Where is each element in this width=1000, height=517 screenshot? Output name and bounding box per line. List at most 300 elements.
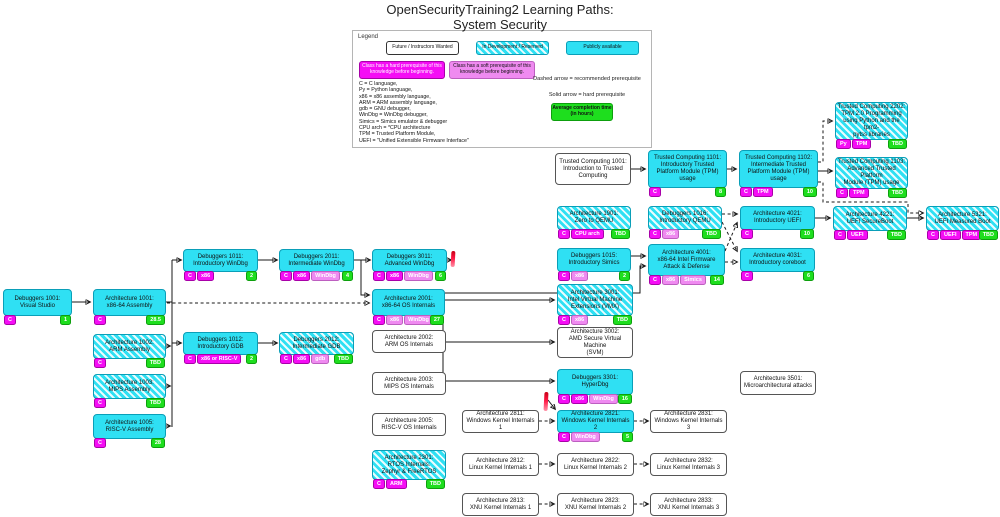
course-box-tc1103[interactable]: [835, 157, 908, 189]
course-title-line: Architecture 4221:: [845, 211, 895, 218]
prerequisite-tag-soft: WinDbg: [404, 271, 433, 281]
edge-hard-24: [548, 400, 555, 409]
prerequisite-tag-hard: C: [558, 229, 570, 239]
course-title-line: Microarchitectural attacks: [743, 383, 813, 389]
page-title-line2: System Security: [453, 17, 547, 32]
prerequisite-tags: [741, 229, 753, 239]
course-title-line: Architecture 3501:: [753, 376, 803, 382]
course-title-line: Windows Kernel Internals 3: [654, 418, 723, 431]
course-node-arch2005[interactable]: [372, 413, 446, 449]
course-node-arch2811[interactable]: [462, 410, 539, 446]
prerequisite-tags: [94, 398, 106, 408]
completion-hours-tag: TBD: [426, 479, 445, 489]
course-box-arch2823[interactable]: [557, 493, 634, 516]
course-box-arch4001[interactable]: [648, 244, 725, 276]
course-node-arch2812[interactable]: [462, 453, 539, 489]
course-title-line: Architecture 2832:: [664, 457, 713, 464]
course-title-line: Architecture 4001:: [662, 249, 711, 256]
course-title-line: Intermediate GDB: [292, 343, 341, 350]
course-node-tc2202[interactable]: [835, 102, 908, 153]
prerequisite-tags: [836, 188, 869, 198]
completion-hours-tag: TBD: [613, 315, 632, 325]
prerequisite-tags: [649, 229, 679, 239]
course-title-line: Trusted Computing 1001:: [559, 158, 627, 165]
prerequisite-tag-hard: C: [184, 271, 196, 281]
prerequisite-tag-soft: x86: [571, 315, 588, 325]
course-title-line: RISC-V Assembly: [105, 426, 154, 433]
course-box-deb1015[interactable]: [557, 248, 631, 272]
prerequisite-tags: [836, 139, 871, 149]
course-title-line: Architecture 4021:: [753, 211, 802, 217]
course-title-line: Debuggers 1015:: [570, 253, 618, 259]
course-title-line: Debuggers 2012:: [293, 336, 340, 343]
course-title-line: HyperDbg: [581, 382, 609, 388]
legend-average-time-box: [551, 103, 613, 121]
course-box-arch2005[interactable]: [372, 413, 446, 436]
prerequisite-tags: [927, 230, 981, 240]
prerequisite-tags: [280, 354, 329, 364]
course-title-line: Architecture 3002:: [570, 328, 620, 335]
legend-abbreviation-line: gdb = GNU debugger,: [359, 106, 411, 113]
course-node-tc1102[interactable]: [739, 150, 818, 201]
course-title-line: Introductory coreboot: [749, 260, 806, 266]
course-title-line: UEFI SecureBoot: [846, 218, 894, 225]
completion-hours-tag: TBD: [146, 398, 165, 408]
prerequisite-tag-hard: C: [373, 271, 385, 281]
course-title-line: Computing: [578, 172, 608, 179]
course-box-arch1005[interactable]: [93, 414, 166, 439]
prerequisite-tag-hard: C: [740, 187, 752, 197]
course-node-deb2011[interactable]: [279, 249, 354, 285]
completion-hours-tag: TBD: [146, 358, 165, 368]
course-title-line: Introductory GDB: [197, 343, 244, 350]
prerequisite-tag-hard: C: [94, 315, 106, 325]
course-title-line: Zephyr & FreeRTOS: [381, 468, 437, 475]
completion-hours-tag: TBD: [887, 230, 906, 240]
course-title-line: UEFI Measured Boot: [934, 218, 991, 225]
course-box-deb3011[interactable]: [372, 249, 447, 272]
course-title-line: Debuggers 1001:: [14, 295, 61, 302]
prerequisite-tag-hard: C: [94, 358, 106, 368]
course-title-line: usage: [770, 176, 787, 182]
course-title-line: Debuggers 3011:: [386, 253, 433, 260]
prerequisite-tags: [649, 187, 661, 197]
course-title-line: Trusted Computing 1101:: [653, 155, 722, 161]
prerequisite-tags: [740, 187, 773, 197]
course-box-tc1102[interactable]: [739, 150, 818, 188]
course-title-line: using Python and the tpm2-: [843, 117, 900, 131]
legend-abbreviations: [359, 81, 469, 144]
prerequisite-tags: [558, 271, 588, 281]
prerequisite-tags: [373, 479, 407, 489]
prerequisite-tag-hard: C: [836, 188, 848, 198]
completion-hours-tag: 6: [435, 271, 446, 281]
course-title-line: Platform Module (TPM): [656, 169, 719, 175]
prerequisite-tag-hard: C: [373, 479, 385, 489]
course-box-arch1002[interactable]: [93, 334, 166, 359]
course-box-arch2831[interactable]: [650, 410, 727, 433]
course-node-deb1012[interactable]: [183, 332, 258, 368]
prerequisite-tag-soft: WinDbg: [589, 394, 618, 404]
page-title-line1: OpenSecurityTraining2 Learning Paths:: [386, 2, 614, 17]
prerequisite-tag-hard: C: [927, 230, 939, 240]
legend-abbreviation-line: UEFI = "Unified Extensible Firmware Interface": [359, 137, 469, 144]
prerequisite-tag-hard: C: [280, 271, 292, 281]
completion-hours-tag: TBD: [979, 230, 998, 240]
prerequisite-tag-hard: UEFI: [940, 230, 961, 240]
course-node-deb1011[interactable]: [183, 249, 258, 285]
course-title-line: Introductory QEMU: [659, 218, 711, 224]
course-box-arch1003[interactable]: [93, 374, 166, 399]
course-title-line: Trusted Computing 1103:: [837, 159, 906, 165]
course-node-arch4001[interactable]: [648, 244, 725, 289]
course-box-deb1011[interactable]: [183, 249, 258, 272]
course-title-line: Introductory UEFI: [753, 218, 801, 224]
course-title-line: Architecture 1001:: [105, 295, 154, 302]
completion-hours-tag: TBD: [702, 229, 721, 239]
legend-abbreviation-line: CPU arch = *CPU architecture: [359, 125, 431, 132]
course-title-line: TPM 2.0 Programming: [841, 110, 902, 117]
legend-swatch-future: [386, 41, 459, 55]
course-title-line: x86-64 Intel Firmware: [657, 256, 716, 263]
legend-swatch-hard-prerequisite-label: Class has a hard prerequisite of this knowledge before beginning.: [362, 63, 442, 75]
course-box-deb1001[interactable]: [3, 289, 72, 316]
legend-average-time-label: Average completion time (in hours): [552, 105, 612, 117]
course-title-line: ARM OS Internals: [384, 341, 434, 348]
course-title-line: (SVM): [586, 349, 604, 356]
course-box-arch2833[interactable]: [650, 493, 727, 516]
prerequisite-tag-soft: x86: [662, 229, 679, 239]
course-node-arch1005[interactable]: [93, 414, 166, 452]
legend-swatch-publicly-available-label: Publicly available: [583, 44, 622, 51]
course-box-arch3501[interactable]: [740, 371, 816, 395]
edge-hard-10: [361, 260, 369, 295]
course-title-line: Debuggers 3301:: [571, 375, 619, 381]
completion-hours-tag: 5: [622, 432, 633, 442]
prerequisite-tags: [741, 271, 753, 281]
course-box-arch2301[interactable]: [372, 450, 446, 480]
prerequisite-tag-hard: C: [184, 354, 196, 364]
prerequisite-tags: [373, 315, 433, 325]
prerequisite-tag-soft: gdb: [311, 354, 329, 364]
course-title-line: XNU Kernel Internals 1: [469, 504, 532, 511]
course-box-arch3002[interactable]: [557, 327, 633, 358]
course-title-line: Debuggers 1012:: [197, 336, 244, 343]
course-box-arch2812[interactable]: [462, 453, 539, 476]
course-box-arch2001[interactable]: [372, 289, 445, 316]
legend-abbreviation-line: WinDbg = WinDbg debugger,: [359, 112, 428, 119]
course-title-line: MIPS Assembly: [108, 386, 151, 393]
course-title-line: Linux Kernel Internals 2: [563, 464, 628, 471]
red-pen-mark-1: [451, 251, 456, 267]
course-box-arch2003[interactable]: [372, 372, 446, 395]
course-title-line: x86-64 Assembly: [106, 302, 153, 309]
course-box-arch2002[interactable]: [372, 330, 446, 353]
course-node-deb1016[interactable]: [648, 206, 722, 243]
course-title-line: AMD Secure Virtual Machine: [568, 335, 622, 349]
prerequisite-tag-hard: C: [4, 315, 16, 325]
course-title-line: Debuggers 2011:: [293, 253, 340, 260]
course-box-arch3001[interactable]: [557, 284, 633, 316]
course-title-line: Architecture 2005:: [384, 417, 434, 424]
course-title-line: Advanced WinDbg: [384, 260, 435, 267]
prerequisite-tag-hard: Py: [836, 139, 851, 149]
course-title-line: Linux Kernel Internals 1: [468, 464, 533, 471]
prerequisite-tag-soft: x86: [571, 271, 588, 281]
course-title-line: Introductory WinDbg: [193, 260, 248, 267]
course-box-deb2011[interactable]: [279, 249, 354, 272]
prerequisite-tags: [184, 354, 241, 364]
prerequisite-tags: [558, 394, 618, 404]
course-title-line: Architecture 2823:: [571, 497, 620, 504]
course-title-line: RTOS Internals:: [387, 461, 431, 468]
course-title-line: ARM Assembly: [109, 346, 150, 353]
completion-hours-tag: 10: [800, 229, 814, 239]
completion-hours-tag: 1: [60, 315, 71, 325]
completion-hours-tag: 28.5: [146, 315, 165, 325]
course-title-line: Architecture 1005:: [105, 419, 154, 426]
course-node-arch3501[interactable]: [740, 371, 816, 408]
course-box-arch2832[interactable]: [650, 453, 727, 476]
prerequisite-tag-hard: C: [834, 230, 846, 240]
completion-hours-tag: 4: [342, 271, 353, 281]
completion-hours-tag: 2: [246, 271, 257, 281]
prerequisite-tag-hard: C: [558, 315, 570, 325]
course-box-tc1101[interactable]: [648, 150, 727, 188]
course-title-line: Debuggers 1016:: [661, 211, 709, 217]
prerequisite-tags: [834, 230, 868, 240]
completion-hours-tag: TBD: [611, 229, 630, 239]
legend-title: Legend: [358, 34, 379, 40]
prerequisite-tag-hard: UEFI: [847, 230, 868, 240]
course-title-line: Linux Kernel Internals 3: [656, 464, 721, 471]
course-title-line: Trusted Computing 2202:: [837, 103, 906, 110]
prerequisite-tag-hard: C: [649, 275, 661, 285]
course-node-arch1901[interactable]: [557, 206, 631, 243]
course-title-line: Platform Module (TPM): [747, 169, 810, 175]
course-box-arch4031[interactable]: [740, 248, 815, 272]
prerequisite-tags: [4, 315, 16, 325]
legend-abbreviation-line: Simics = Simics emulator & debugger: [359, 118, 448, 125]
course-title-line: MIPS OS Internals: [384, 383, 434, 390]
course-box-arch4221[interactable]: [833, 206, 907, 231]
legend-abbreviation-line: TPM = Trusted Platform Module,: [359, 131, 436, 138]
course-title-line: Architecture 1002:: [105, 339, 154, 346]
course-title-line: Extensions (VMX): [570, 303, 619, 310]
page-title: [0, 2, 1000, 32]
prerequisite-tag-hard: C: [741, 271, 753, 281]
prerequisite-tag-hard: ARM: [386, 479, 407, 489]
prerequisite-tag-hard: x86: [571, 394, 588, 404]
course-box-deb3301[interactable]: [557, 369, 633, 395]
completion-hours-tag: 14: [710, 275, 724, 285]
course-box-deb2012[interactable]: [279, 332, 354, 355]
course-box-arch2822[interactable]: [557, 453, 634, 476]
course-node-deb3301[interactable]: [557, 369, 633, 408]
course-title-line: Architecture 2002:: [384, 334, 434, 341]
legend-abbreviation-line: C = C language,: [359, 81, 398, 87]
course-title-line: Architecture 1003:: [105, 379, 154, 386]
completion-hours-tag: 28: [151, 438, 165, 448]
course-node-deb1001[interactable]: [3, 289, 72, 329]
course-title-line: Architecture 2813:: [476, 497, 525, 504]
prerequisite-tags: [558, 432, 600, 442]
course-title-line: Architecture 2003:: [384, 376, 434, 383]
edge-recommended-30: [818, 121, 832, 162]
course-title-line: Architecture 2831:: [664, 411, 713, 417]
prerequisite-tag-soft: WinDbg: [404, 315, 433, 325]
prerequisite-tag-hard: C: [741, 229, 753, 239]
prerequisite-tags: [94, 438, 106, 448]
course-title-line: Architecture 2001:: [384, 295, 433, 302]
course-title-line: Intermediate WinDbg: [288, 260, 345, 267]
prerequisite-tag-hard: C: [94, 438, 106, 448]
course-node-arch2003[interactable]: [372, 372, 446, 408]
legend-swatch-soft-prerequisite-label: Class has a soft prerequisite of this knowledge before beginning.: [453, 63, 531, 75]
course-title-line: pytss libraries: [853, 131, 890, 138]
legend-abbreviation-line: ARM = ARM assembly language,: [359, 99, 437, 106]
course-node-arch3001[interactable]: [557, 284, 633, 329]
course-title-line: XNU Kernel Internals 3: [657, 504, 720, 511]
prerequisite-tag-hard: TPM: [962, 230, 982, 240]
course-title-line: Debuggers 1011:: [197, 253, 244, 260]
course-title-line: x86-64 OS Internals: [381, 302, 436, 309]
prerequisite-tag-hard: C: [373, 315, 385, 325]
prerequisite-tag-hard: TPM: [849, 188, 869, 198]
prerequisite-tag-hard: C: [649, 229, 661, 239]
completion-hours-tag: 27: [430, 315, 444, 325]
legend-abbreviation-line: x86 = x86 assembly language,: [359, 93, 431, 100]
course-title-line: Architecture 5321:: [938, 211, 987, 218]
course-node-tc1101[interactable]: [648, 150, 727, 201]
prerequisite-tag-hard: TPM: [852, 139, 872, 149]
legend-swatch-in-development-label: In Development / Reserved: [482, 44, 543, 51]
legend-abbreviation-line: Py = Python language,: [359, 87, 413, 94]
prerequisite-tag-hard: C: [649, 187, 661, 197]
prerequisite-tag-hard: C: [280, 354, 292, 364]
course-title-line: Introductory Trusted: [660, 162, 715, 168]
prerequisite-tag-hard: x86: [197, 271, 214, 281]
prerequisite-tag-hard: TPM: [753, 187, 773, 197]
course-title-line: Architecture 2301:: [384, 454, 434, 461]
course-title-line: Introductory Simics: [568, 260, 620, 266]
course-title-line: Architecture 2812:: [476, 457, 525, 464]
prerequisite-tags: [558, 315, 588, 325]
course-title-line: Architecture 2822:: [571, 457, 620, 464]
prerequisite-tag-hard: x86 or RISC-V: [197, 354, 241, 364]
prerequisite-tag-soft: x86: [386, 315, 403, 325]
course-node-arch2002[interactable]: [372, 330, 446, 366]
course-box-arch2813[interactable]: [462, 493, 539, 516]
legend: [352, 30, 652, 148]
course-node-arch3002[interactable]: [557, 327, 633, 371]
course-box-arch2821[interactable]: [557, 410, 634, 433]
course-box-arch4021[interactable]: [740, 206, 815, 230]
prerequisite-tags: [94, 315, 106, 325]
prerequisite-tag-soft: WinDbg: [311, 271, 340, 281]
course-node-arch1001[interactable]: [93, 289, 166, 329]
course-node-arch1002[interactable]: [93, 334, 166, 372]
legend-solid-arrow-label: Solid arrow = hard prerequisite: [548, 92, 626, 98]
prerequisite-tags: [649, 275, 706, 285]
course-title-line: Architecture 2811:: [476, 411, 525, 417]
course-title-line: Architecture 4031:: [753, 253, 802, 259]
course-title-line: Intel Virtual Machine: [567, 296, 623, 303]
course-node-arch2831[interactable]: [650, 410, 727, 446]
completion-hours-tag: 8: [715, 187, 726, 197]
prerequisite-tag-hard: CPU arch: [571, 229, 604, 239]
course-node-tc1001[interactable]: [555, 153, 631, 198]
course-node-arch2001[interactable]: [372, 289, 445, 329]
prerequisite-tag-hard: C: [558, 271, 570, 281]
course-node-arch2822[interactable]: [557, 453, 634, 489]
course-node-deb2012[interactable]: [279, 332, 354, 368]
course-box-deb1012[interactable]: [183, 332, 258, 355]
course-box-arch1001[interactable]: [93, 289, 166, 316]
course-node-deb3011[interactable]: [372, 249, 447, 285]
completion-hours-tag: TBD: [334, 354, 353, 364]
course-box-tc2202[interactable]: [835, 102, 908, 140]
prerequisite-tags: [280, 271, 340, 281]
prerequisite-tag-hard: C: [558, 394, 570, 404]
completion-hours-tag: TBD: [888, 188, 907, 198]
course-title-line: Architecture 3001:: [570, 289, 620, 296]
completion-hours-tag: TBD: [888, 139, 907, 149]
course-node-arch2833[interactable]: [650, 493, 727, 517]
course-title-line: Module (TPM) usage: [843, 180, 900, 186]
course-node-arch4031[interactable]: [740, 248, 815, 285]
legend-swatch-publicly-available: [566, 41, 639, 55]
course-title-line: usage: [679, 176, 696, 182]
course-node-arch2823[interactable]: [557, 493, 634, 517]
prerequisite-tags: [373, 271, 433, 281]
course-node-arch4221[interactable]: [833, 206, 907, 244]
prerequisite-tags: [94, 358, 106, 368]
course-node-arch2821[interactable]: [557, 410, 634, 446]
prerequisite-tags: [184, 271, 214, 281]
prerequisite-tag-hard: C: [94, 398, 106, 408]
course-title-line: Trusted Computing 1102:: [744, 155, 813, 161]
course-title-line: Attack & Defense: [663, 263, 710, 270]
completion-hours-tag: 2: [246, 354, 257, 364]
course-node-arch4021[interactable]: [740, 206, 815, 243]
course-node-arch5321[interactable]: [926, 206, 999, 244]
prerequisite-tag-hard: x86: [293, 354, 310, 364]
course-node-tc1103[interactable]: [835, 157, 908, 202]
legend-swatch-hard-prerequisite: [359, 61, 445, 79]
course-box-arch2811[interactable]: [462, 410, 539, 433]
course-node-arch1003[interactable]: [93, 374, 166, 412]
course-box-arch5321[interactable]: [926, 206, 999, 231]
course-title-line: Windows Kernel Internals 2: [561, 418, 630, 431]
course-node-arch2813[interactable]: [462, 493, 539, 517]
legend-dashed-arrow-label: Dashed arrow = recommended prerequisite: [533, 76, 641, 82]
course-node-arch2832[interactable]: [650, 453, 727, 489]
prerequisite-tag-hard: x86: [386, 271, 403, 281]
prerequisite-tag-soft: WinDbg: [571, 432, 600, 442]
course-box-arch1901[interactable]: [557, 206, 631, 230]
prerequisite-tag-soft: x86: [662, 275, 679, 285]
completion-hours-tag: 2: [619, 271, 630, 281]
course-node-arch2301[interactable]: [372, 450, 446, 493]
course-node-deb1015[interactable]: [557, 248, 631, 285]
course-title-line: Zero to QEMU: [574, 218, 614, 224]
course-title-line: Advanced Trusted Platform: [847, 166, 896, 179]
prerequisite-tags: [558, 229, 604, 239]
course-box-deb1016[interactable]: [648, 206, 722, 230]
course-box-tc1001[interactable]: [555, 153, 631, 185]
legend-swatch-future-label: Future / Instructors Wanted: [392, 44, 453, 51]
